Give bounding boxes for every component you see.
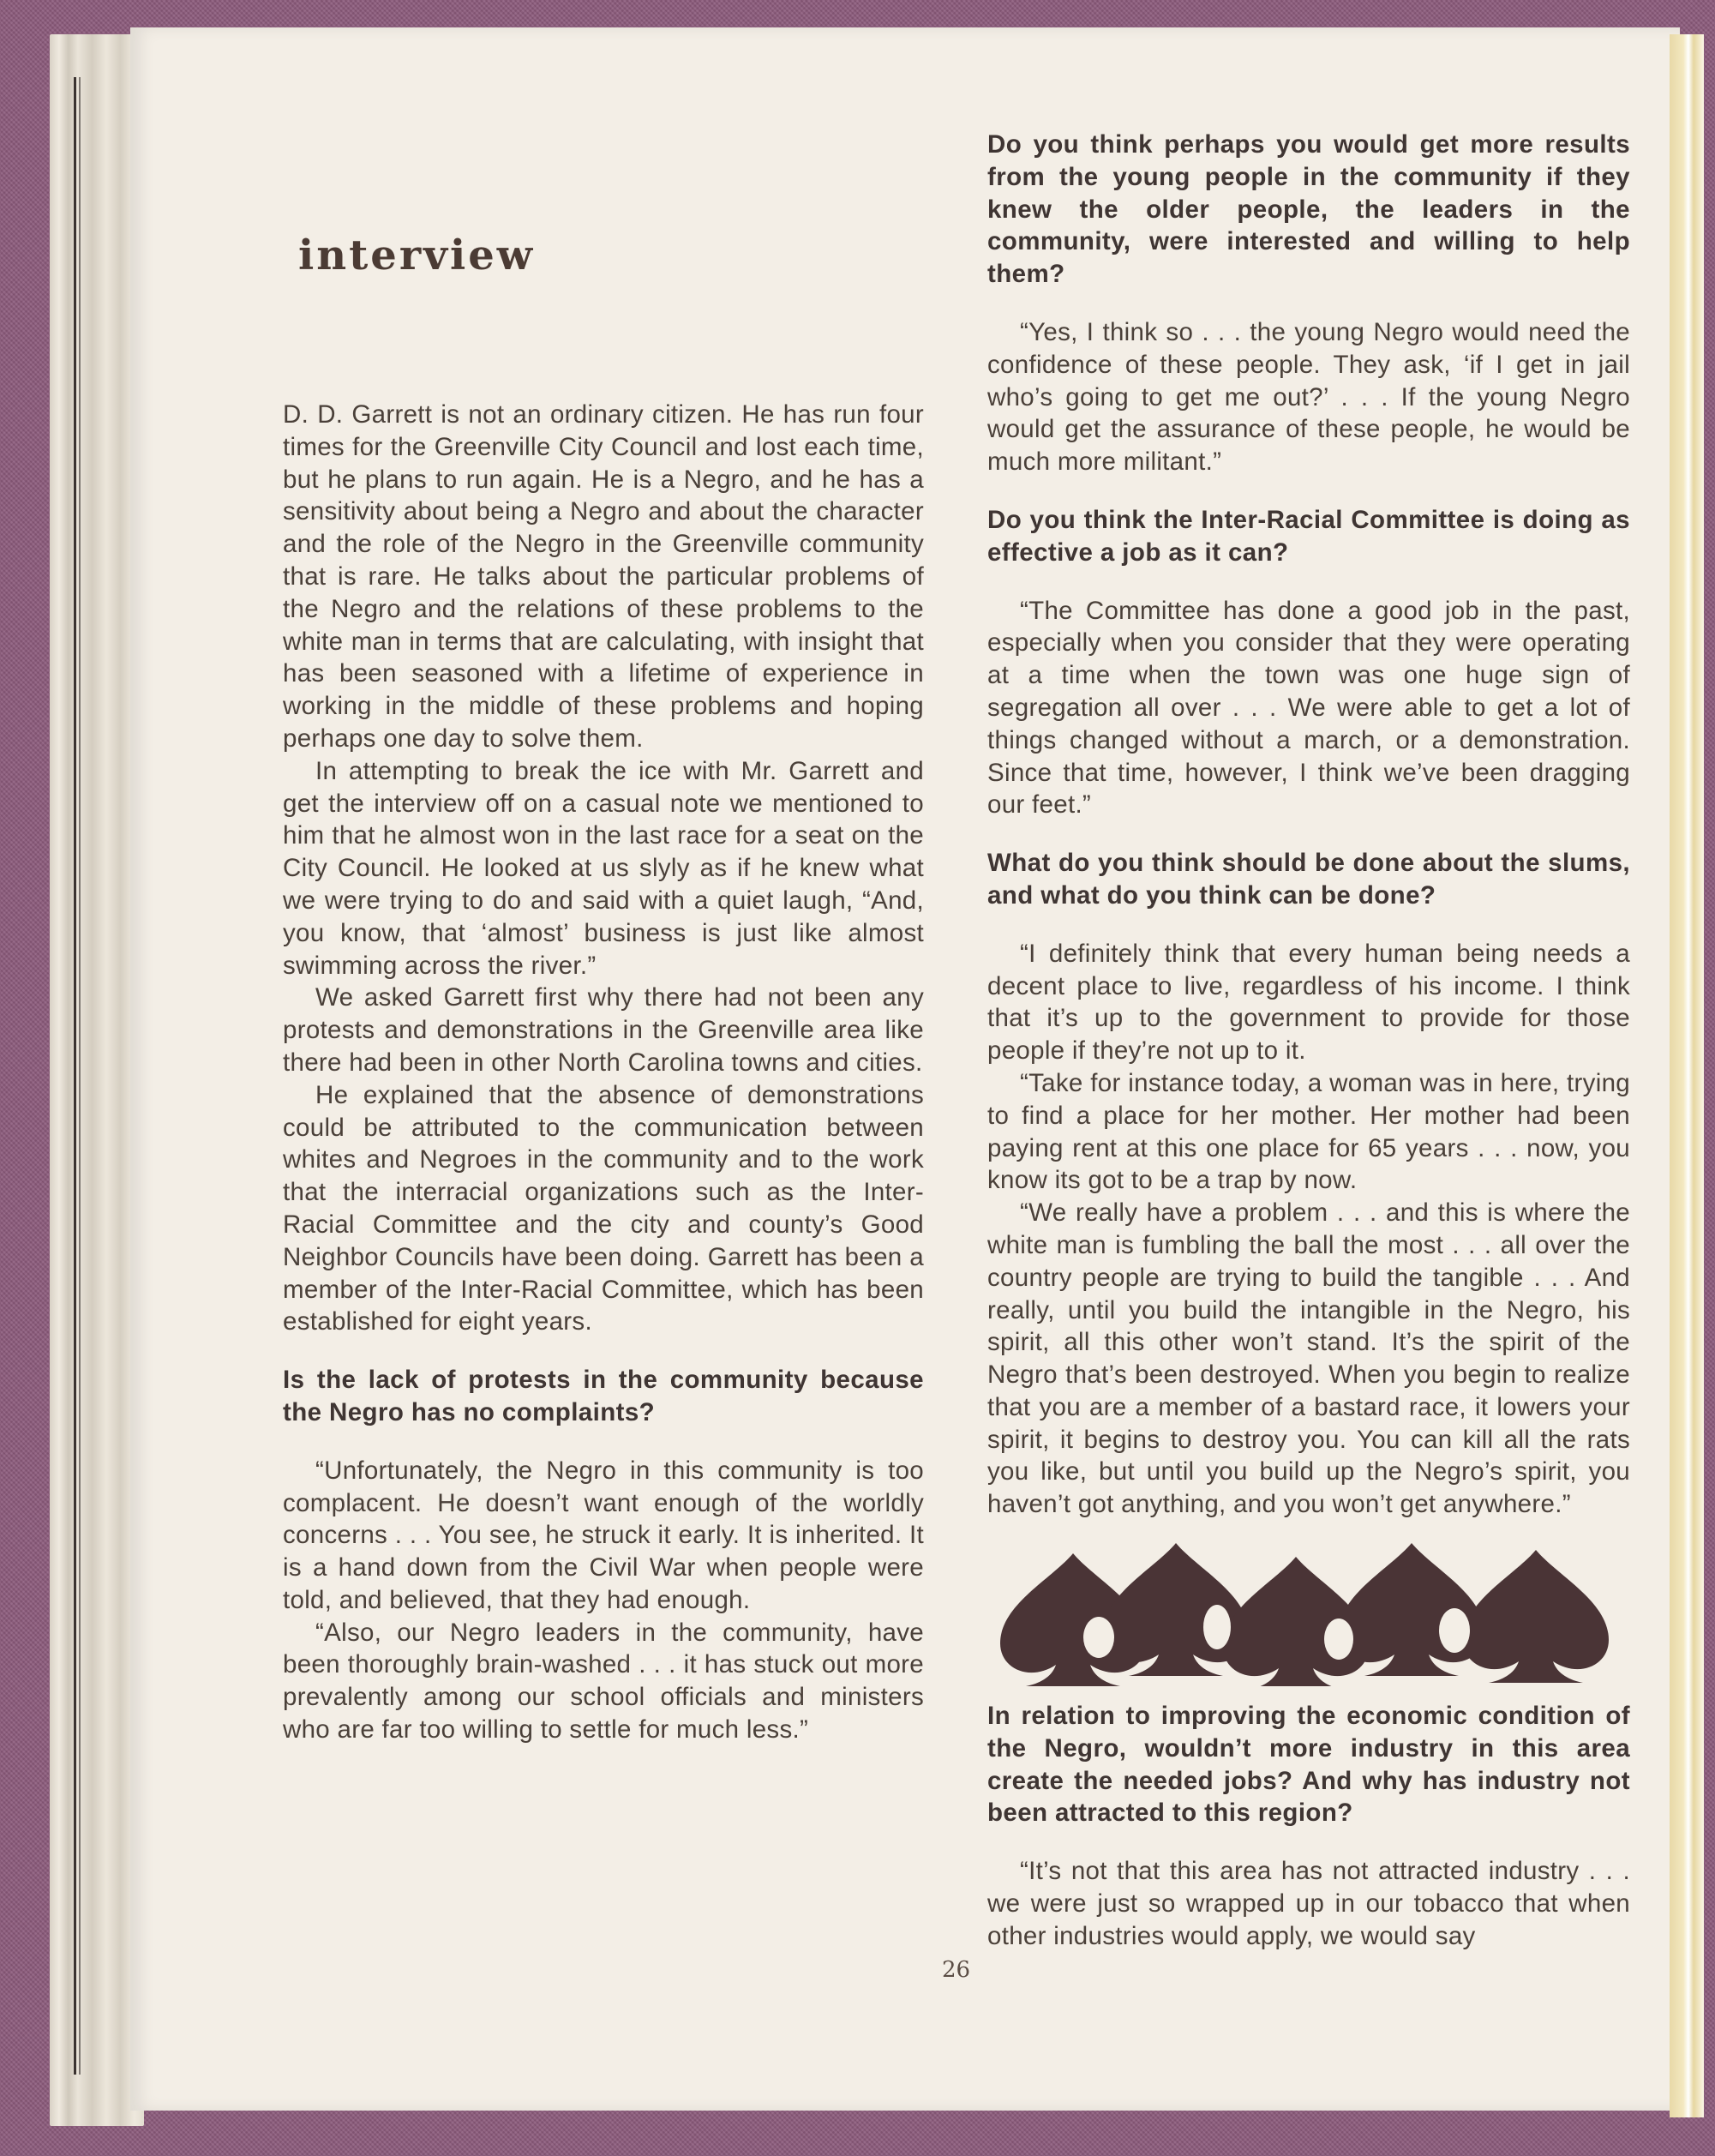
interview-answer: “We really have a problem . . . and this is where the white man is fumbling the ball the most . . . all over the country people are trying to build the tangible . . . And really, until you build the intangible in the Negro, his spirit, all this other won’t stand. It’s the spirit of the Negro that’s been destroyed. When you begin to realize that you are a member of a bastard race, it lowers your spirit, it begins to destroy you. You can kill all the rats you like, but until you build up the Negro’s spirit, you haven’t got anything, and you won’t get anywhere.” [987,1198,1630,1519]
interview-question: In relation to improving the economic condition of the Negro, wouldn’t more industry in this area create the needed jobs? And why has industry not been attracted to this region? [987,1702,1630,1828]
page-edge-line [74,77,76,2075]
interview-question: Is the lack of protests in the community because the Negro has no complaints? [283,1366,924,1426]
spades-illustration [987,1536,1630,1686]
interview-answer: “The Committee has done a good job in the past, especially when you consider that they were operating at a time when the town was one huge sign of segregation all over . . . We were able to get a lot of things changed without a march, or a demonstration. Since that time, however, I think we’ve been dragging our feet.” [987,596,1630,820]
spade-icon [1339,1543,1484,1676]
body-paragraph: We asked Garrett first why there had not been any protests and demonstrations in the Greenville area like there had been in other North Carolina towns and cities. [283,983,924,1077]
body-paragraph: In attempting to break the ice with Mr. Garrett and get the interview off on a casual note we mentioned to him that he almost won in the last race for a seat on the City Council. He looked at us slyly as if he knew what we were trying to do and said with a quiet laugh, “And, you know, that ‘almost’ business is just like almost swimming across the river.” [283,756,924,980]
interview-answer: “Take for instance today, a woman was in here, trying to find a place for her mother. Her mother had been paying rent at this one place for 65 years . . . now, you know its got to be a trap by now. [987,1068,1630,1195]
left-column [283,399,924,1746]
interview-answer: “Also, our Negro leaders in the community, have been thoroughly brain-washed . . . it has stuck out more prevalently among our school officials and ministers who are far too willing to settle for much less.” [283,1618,924,1745]
interview-answer: “It’s not that this area has not attracted industry . . . we were just so wrapped up in our tobacco that when other industries would apply, we would say [987,1857,1630,1950]
body-paragraph: He explained that the absence of demonstrations could be attributed to the communication between whites and Negroes in the community and to the work that the interracial organizations such as the Inter-Racial Committee and the city and county’s Good Neighbor Councils have been doing. Garrett has been a member of the Inter-Racial Committee, which has been established for eight years. [283,1080,924,1336]
intro-paragraph: D. D. Garrett is not an ordinary citizen. He has run four times for the Greenville City Council and lost each time, but he plans to run again. He is a Negro, and he has a sensitivity about being a Negro and about the character and the role of the Negro in the Greenville community that is rare. He talks about the particular problems of the Negro and the relations of these problems to the white man in terms that are calculating, with insight that has been seasoned with a lifetime of experience in working in the middle of these problems and hoping perhaps one day to solve them. [283,400,924,753]
page-edge-line [79,77,81,2075]
page-title: interview [298,231,536,279]
page-gutter [1670,34,1704,2117]
page-number: 26 [942,1957,971,1983]
interview-question: Do you think the Inter-Racial Committee is doing as effective a job as it can? [987,505,1630,567]
interview-answer: “I definitely think that every human being needs a decent place to live, regardless of his income. I think that it’s up to the government to provide for those people if they’re not up to it. [987,939,1630,1066]
right-column [987,129,1630,1953]
interview-question: What do you think should be done about the slums, and what do you think can be done? [987,849,1630,910]
interview-answer: “Yes, I think so . . . the young Negro would need the confidence of these people. They ask, ‘if I get in jail who’s going to get me out?’ . . . If the young Negro would get the assurance of these people, he would be much more militant.” [987,317,1630,477]
interview-question: Do you think perhaps you would get more results from the young people in the community if they knew the older people, the leaders in the community, were interested and willing to help them? [987,130,1630,289]
spade-icon [1463,1550,1609,1683]
interview-answer: “Unfortunately, the Negro in this community is too complacent. He doesn’t want enough of the worldly concerns . . . You see, he struck it early. It is inherited. It is a hand down from the Civil War when people were told, and believed, that they had enough. [283,1456,924,1614]
